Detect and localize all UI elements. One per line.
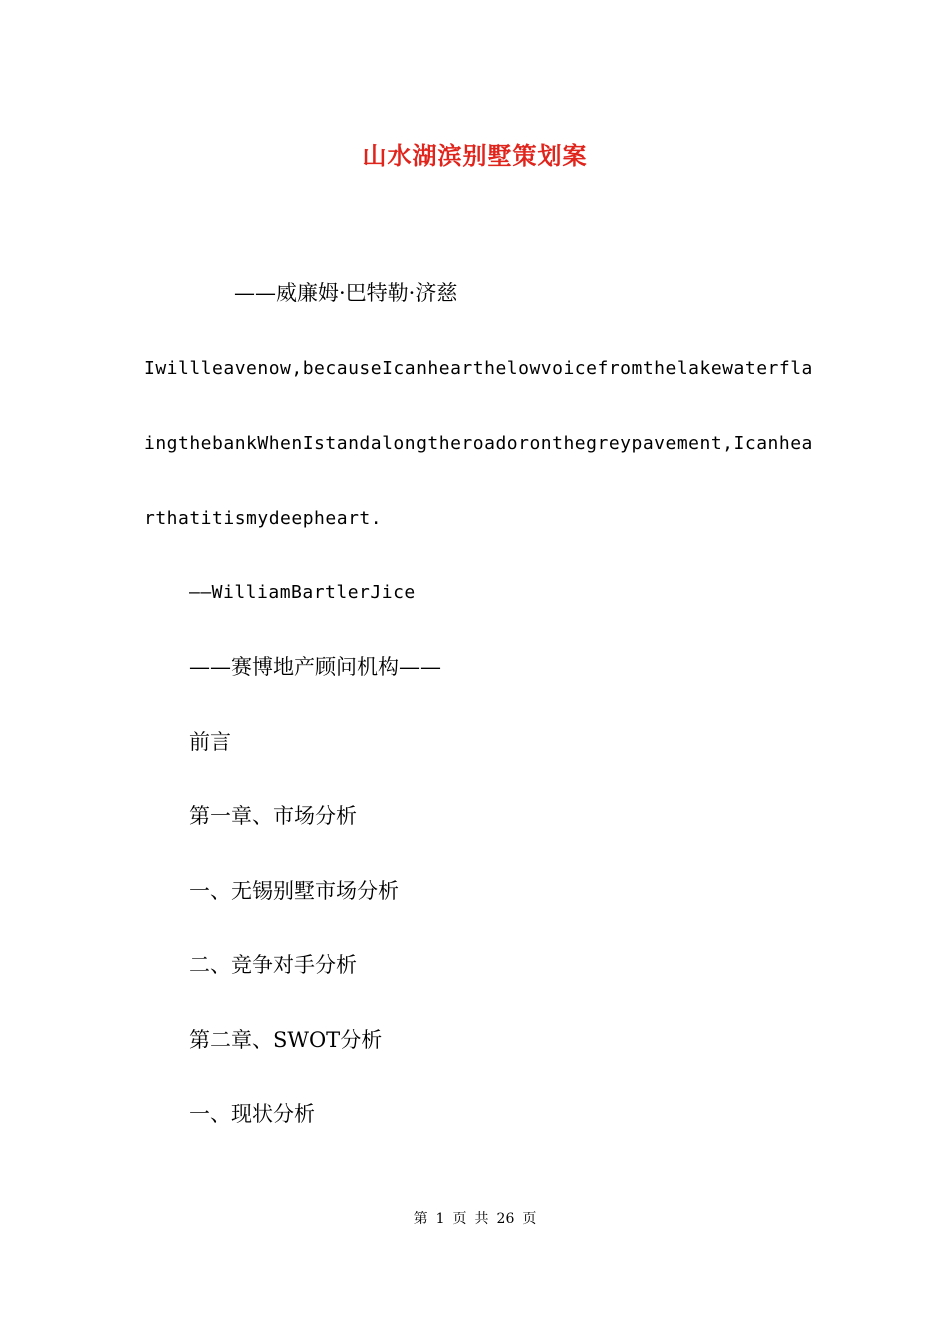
poem-line-1: Iwillleavenow,becauseIcanhearthelowvoicefromthelakewaterfla (144, 358, 813, 379)
poem-line-3: rthatitismydeepheart. (144, 508, 383, 529)
poem-line-2: ingthebankWhenIstandalongtheroadoronthegreypavement,Icanhea (144, 433, 813, 454)
preface-heading: 前言 (189, 730, 231, 754)
footer-prefix: 第 (413, 1211, 428, 1227)
footer-page-number: 1 (435, 1211, 445, 1227)
document-title: 山水湖滨别墅策划案 (362, 141, 588, 170)
section-1-1-heading: 一、无锡别墅市场分析 (189, 879, 399, 903)
section-1-2-heading: 二、竞争对手分析 (189, 953, 357, 977)
footer-total-pages: 26 (496, 1211, 515, 1227)
section-2-1-heading: 一、现状分析 (189, 1102, 315, 1126)
english-attribution: ——WilliamBartlerJice (189, 582, 416, 603)
chapter-1-heading: 第一章、市场分析 (189, 804, 357, 828)
chinese-attribution: ——威廉姆·巴特勒·济慈 (234, 281, 458, 305)
footer-suffix: 页 (522, 1211, 537, 1227)
footer-total-word: 共 (474, 1211, 489, 1227)
footer-page-word: 页 (452, 1211, 467, 1227)
chapter-2-heading: 第二章、SWOT分析 (189, 1028, 383, 1052)
agency-line: ——赛博地产顾问机构—— (189, 655, 441, 679)
page-footer (0, 1208, 950, 1228)
